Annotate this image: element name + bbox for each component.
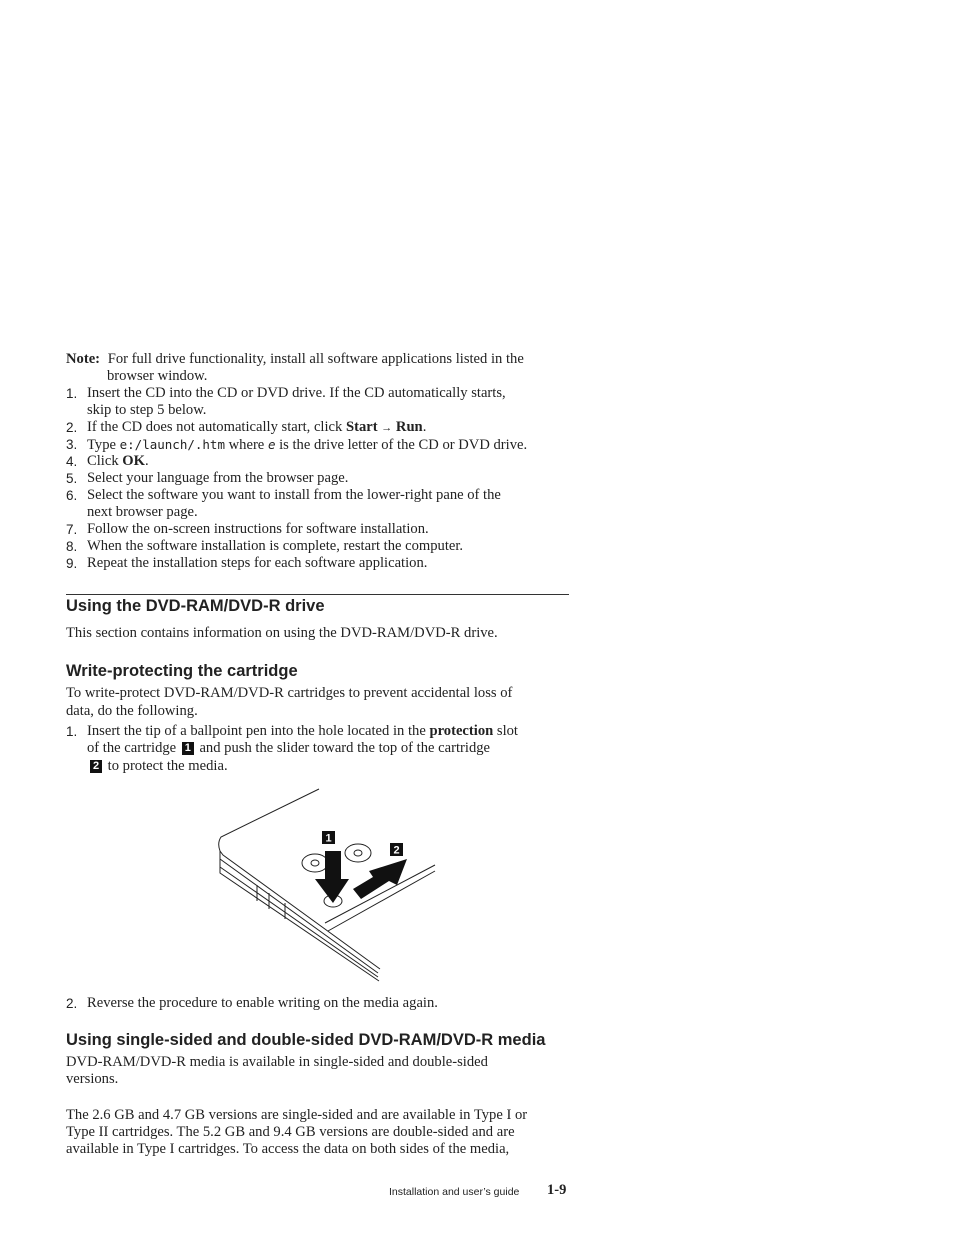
step-number: 4. — [66, 454, 78, 469]
step-number: 3. — [66, 437, 78, 452]
cartridge-outline — [219, 789, 379, 981]
arrow-icon: → — [381, 422, 393, 434]
launch-path-code: e:/launch/.htm — [119, 437, 225, 452]
start-menu-label: Start — [345, 419, 378, 435]
note-text: For full drive functionality, install all software applications listed in the — [107, 351, 524, 367]
install-step-2 — [66, 419, 566, 437]
write-protect-step-1 — [66, 723, 566, 775]
step-text: Select your language from the browser page. — [87, 470, 349, 486]
pen-arrow-down — [315, 851, 349, 903]
write-protect-step-2 — [66, 995, 566, 1012]
step-text: Select the software you want to install from the lower-right pane of the — [87, 487, 501, 503]
step-text: Type e:/launch/.htm where e is the drive letter of the CD or DVD drive. — [87, 437, 528, 453]
cartridge-edge — [220, 867, 378, 977]
step-text: If the CD does not automatically start, click Start → Run. — [87, 419, 427, 435]
install-step-7 — [66, 521, 566, 538]
section-heading-dvd-drive: Using the DVD-RAM/DVD-R drive — [66, 597, 325, 615]
figure-callout-1: 1 — [325, 832, 332, 845]
figure-callout-2: 2 — [393, 844, 400, 857]
step-number: 5. — [66, 471, 78, 486]
callout-1-badge: 1 — [182, 742, 194, 755]
step-text: Click OK. — [87, 453, 149, 469]
step-number: 1. — [66, 386, 78, 401]
section-heading-write-protect: Write-protecting the cartridge — [66, 662, 298, 680]
install-step-3 — [66, 436, 566, 454]
install-step-9 — [66, 555, 566, 572]
slide-arrow — [353, 859, 407, 899]
section-intro: This section contains information on using the DVD-RAM/DVD-R drive. — [66, 625, 498, 641]
install-step-8 — [66, 538, 566, 555]
run-menu-label: Run — [395, 419, 423, 435]
ok-label: OK — [122, 453, 145, 469]
note-line-1 — [66, 351, 524, 368]
step-text: of the cartridge 1 and push the slider toward the top of the cartridge — [87, 740, 491, 756]
callout-2-badge: 2 — [90, 760, 102, 773]
protection-label: protection — [429, 723, 494, 739]
step-text: Repeat the installation steps for each software application. — [87, 555, 428, 571]
paragraph-line: To write-protect DVD-RAM/DVD-R cartridges to prevent accidental loss of — [66, 685, 513, 701]
paragraph-line: data, do the following. — [66, 703, 198, 719]
step-number: 8. — [66, 539, 78, 554]
step-number: 9. — [66, 556, 78, 571]
paragraph-line: The 2.6 GB and 4.7 GB versions are single-sided and are available in Type I or — [66, 1107, 528, 1123]
step-text: Reverse the procedure to enable writing on the media again. — [87, 995, 438, 1011]
step-text: When the software installation is complete, restart the computer. — [87, 538, 464, 554]
step-number: 2. — [66, 420, 78, 435]
note-label: Note: — [66, 351, 101, 367]
install-step-5 — [66, 470, 566, 487]
step-number: 2. — [66, 996, 78, 1011]
footer-guide-title: Installation and user’s guide — [389, 1186, 520, 1198]
paragraph-line: Type II cartridges. The 5.2 GB and 9.4 GB versions are double-sided and are — [66, 1124, 515, 1140]
cartridge-edge — [220, 851, 380, 969]
paragraph-line: available in Type I cartridges. To access the data on both sides of the media, — [66, 1141, 510, 1157]
step-text: Insert the tip of a ballpoint pen into the hole located in the protection slot — [87, 723, 518, 739]
install-step-6 — [66, 487, 566, 521]
install-step-4 — [66, 453, 566, 470]
step-text: next browser page. — [87, 504, 198, 520]
note-line-2: browser window. — [107, 368, 208, 384]
step-text: skip to step 5 below. — [87, 402, 207, 418]
section-heading-media-sides: Using single-sided and double-sided DVD-RAM/DVD-R media — [66, 1031, 546, 1049]
drive-letter-code: e — [267, 437, 276, 452]
step-text: 2 to protect the media. — [87, 758, 566, 775]
cartridge-illustration — [215, 785, 440, 985]
slider-circle — [345, 844, 371, 862]
step-number: 6. — [66, 488, 78, 503]
page-number: 1-9 — [547, 1182, 567, 1198]
paragraph-line: versions. — [66, 1071, 119, 1087]
protection-hole — [302, 854, 328, 872]
section-divider — [66, 594, 569, 595]
step-text: Insert the CD into the CD or DVD drive. If the CD automatically starts, — [87, 385, 506, 401]
step-text: Follow the on-screen instructions for software installation. — [87, 521, 429, 537]
step-number: 1. — [66, 724, 78, 739]
paragraph-line: DVD-RAM/DVD-R media is available in single-sided and double-sided — [66, 1054, 488, 1070]
step-number: 7. — [66, 522, 78, 537]
install-step-1 — [66, 385, 566, 419]
